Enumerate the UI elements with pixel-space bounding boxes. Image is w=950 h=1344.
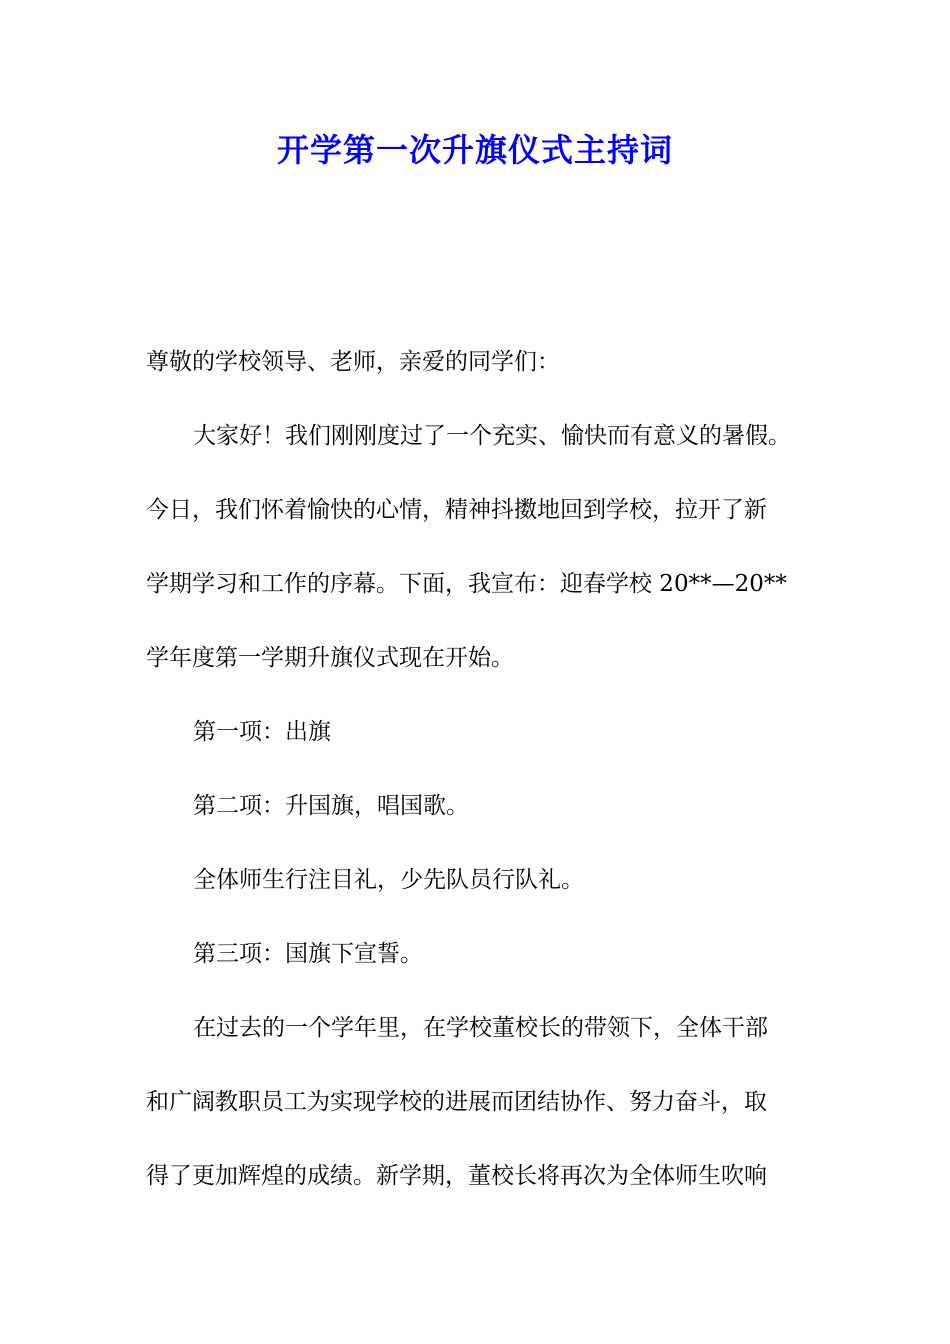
paragraph-line: 学期学习和工作的序幕。下面，我宣布：迎春学校 20**—20**: [146, 571, 787, 597]
item-line: 第一项：出旗: [193, 719, 331, 745]
paragraph-line: 和广阔教职员工为实现学校的进展而团结协作、努力奋斗，取: [146, 1089, 767, 1115]
paragraph-line: 得了更加辉煌的成绩。新学期，董校长将再次为全体师生吹响: [146, 1163, 767, 1189]
item-line: 第三项：国旗下宣誓。: [193, 941, 423, 967]
item-line: 第二项：升国旗，唱国歌。: [193, 793, 469, 819]
paragraph-line: 今日，我们怀着愉快的心情，精神抖擞地回到学校，拉开了新: [146, 497, 767, 523]
salutation-line: 尊敬的学校领导、老师，亲爱的同学们：: [146, 349, 560, 375]
paragraph-line: 学年度第一学期升旗仪式现在开始。: [146, 645, 514, 671]
paragraph-line: 大家好！我们刚刚度过了一个充实、愉快而有意义的暑假。: [193, 423, 791, 449]
paragraph-line: 在过去的一个学年里，在学校董校长的带领下，全体干部: [193, 1015, 768, 1041]
paragraph-line: 全体师生行注目礼，少先队员行队礼。: [193, 867, 584, 893]
document-title: 开学第一次升旗仪式主持词: [276, 131, 673, 169]
